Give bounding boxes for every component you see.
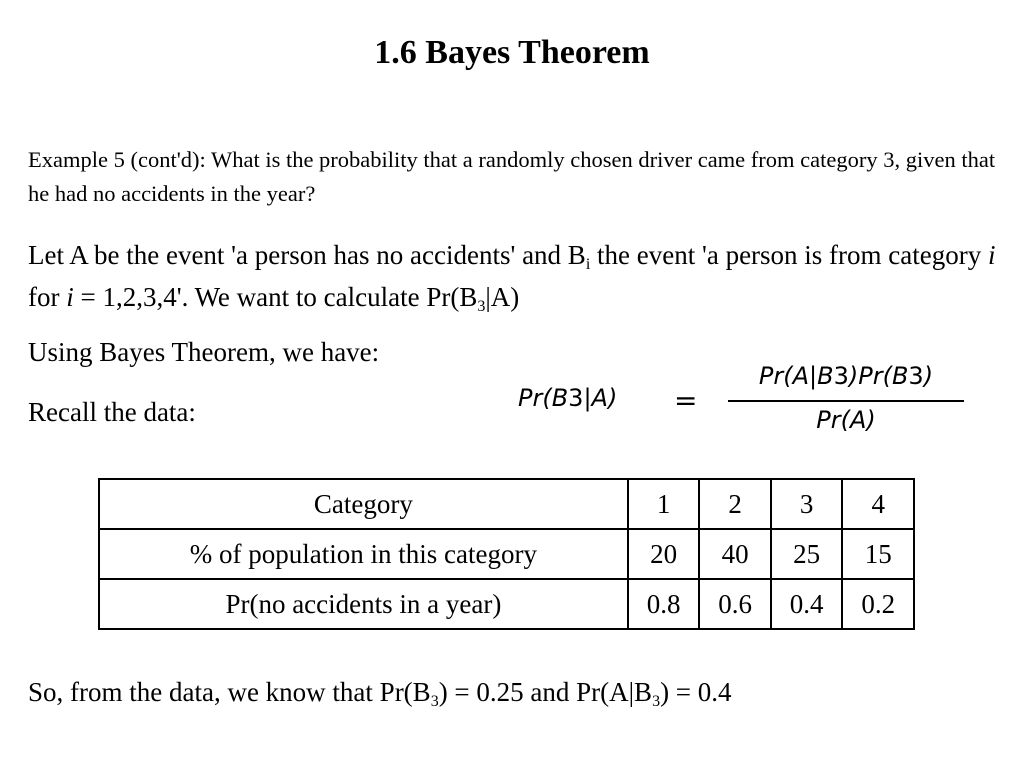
bayes-intro-text: Using Bayes Theorem, we have: [28,337,380,367]
table-cell: 0.8 [628,579,700,629]
event-definition-paragraph: Let A be the event 'a person has no accidents' and $B_i$ the event 'a person is from category i for i = 1,2,3,4'. We want to calculate $Pr(B_3|A)$ [28,240,996,315]
table-header-row [99,479,914,529]
table-header-label: Category [99,479,628,529]
table-row-label: % of population in this category [99,529,628,579]
table-cell: 20 [628,529,700,579]
table-row [99,529,914,579]
formula-fraction-bar [728,400,964,402]
recall-data-text: Recall the data: [28,397,196,427]
table-cell: 0.6 [699,579,771,629]
table-cell: 0.4 [771,579,843,629]
table-cell: 25 [771,529,843,579]
table-cell: 40 [699,529,771,579]
bayes-formula [512,362,972,444]
table-header-cell: 4 [842,479,914,529]
example-question: Example 5 (cont'd): What is the probability that a randomly chosen driver came from category 3, given that he had no accidents in the year? [28,147,996,206]
page-title: 1.6 Bayes Theorem [374,34,650,71]
formula-lhs: Pr(B3|A) [518,384,618,412]
table-cell: 15 [842,529,914,579]
table-header-cell: 2 [699,479,771,529]
conclusion-text: So, from the data, we know that $Pr(B_3) = 0.25$ and $Pr(A|B_3) = 0.4$ [28,677,732,710]
table-header-cell: 3 [771,479,843,529]
table-cell: 0.2 [842,579,914,629]
table-row [99,579,914,629]
formula-denominator: Pr(A) [816,406,876,434]
data-table [98,478,915,630]
table-header-cell: 1 [628,479,700,529]
formula-equals: = [674,384,698,417]
table-row-label: Pr(no accidents in a year) [99,579,628,629]
formula-numerator: Pr(A|B3)Pr(B3) [758,362,934,390]
